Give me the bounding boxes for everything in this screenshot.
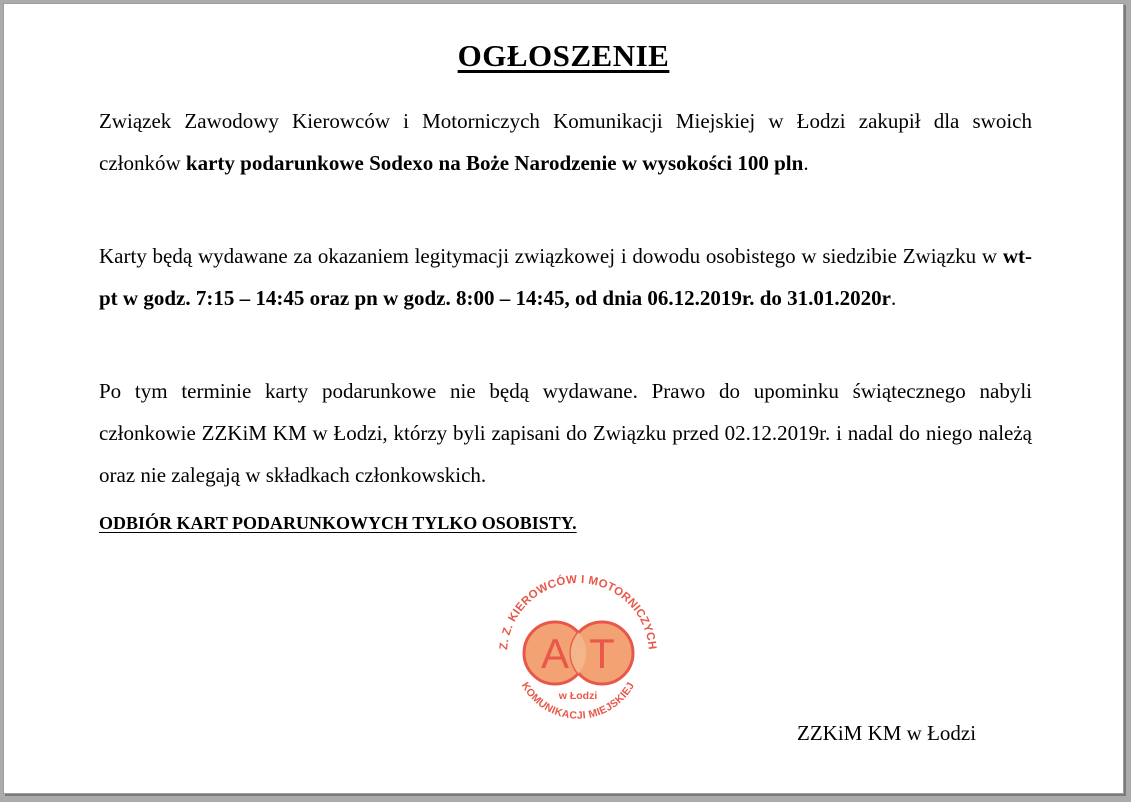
stamp-letter-a: A — [540, 630, 570, 677]
paragraph-2-text: Karty będą wydawane za okazaniem legitymacji związkowej i dowodu osobistego w siedzibie Związku w — [99, 244, 1003, 268]
paragraph-1-bold: karty podarunkowe Sodexo na Boże Narodzenie w wysokości 100 pln — [185, 151, 804, 175]
paragraph-2 — [99, 235, 1032, 319]
paragraph-1 — [99, 100, 1032, 184]
paragraph-3: Po tym terminie karty podarunkowe nie będą wydawane. Prawo do upominku świątecznego nabyli członkowie ZZKiM KM w Łodzi, którzy byli zapisani do Związku przed 02.12.2019r. i nadal do niego należą oraz nie zalegają w składkach członkowskich. — [99, 379, 1032, 487]
paragraph-2-bold: wt-pt w godz. 7:15 – 14:45 oraz pn w godz. 8:00 – 14:45, od dnia 06.12.2019r. do 31.01.2020r — [99, 244, 1032, 310]
stamp-top-text: Z. Z. KIEROWCÓW I MOTORNICZYCH — [498, 573, 658, 651]
announcement-title: OGŁOSZENIE — [457, 38, 670, 73]
stamp-city-text: w Łodzi — [558, 690, 598, 702]
stamp-bottom-text: KOMUNIKACJI MIEJSKIEJ — [518, 680, 638, 722]
paragraph-1-end: . — [803, 151, 809, 175]
signature: ZZKiM KM w Łodzi — [797, 721, 977, 745]
paragraph-1-text: Związek Zawodowy Kierowców i Motorniczych Komunikacji Miejskiej w Łodzi zakupił dla swoich członków — [99, 109, 1032, 175]
stamp-letter-t: T — [589, 630, 615, 677]
union-stamp-logo — [475, 562, 681, 726]
document-page — [3, 3, 1124, 794]
pickup-notice: ODBIÓR KART PODARUNKOWYCH TYLKO OSOBISTY. — [99, 513, 577, 533]
paragraph-2-end: . — [891, 286, 897, 310]
